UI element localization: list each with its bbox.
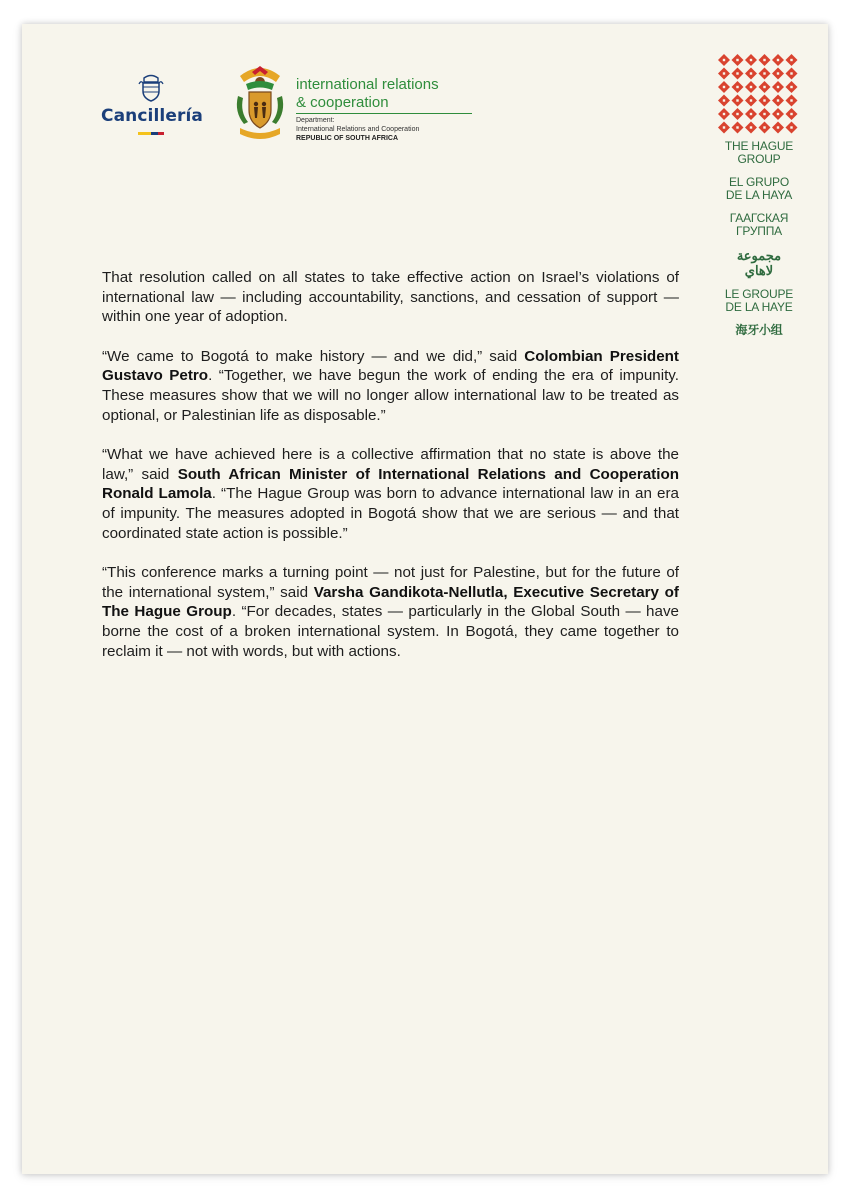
south-africa-coat-of-arms-icon xyxy=(232,66,288,144)
pattern-diamond-center xyxy=(750,59,752,61)
quote-text: “What we have achieved here is a collective affirmation that no state is above the law,” said xyxy=(102,446,679,483)
press-release-body xyxy=(102,268,679,681)
pattern-diamond-center xyxy=(790,113,792,115)
pattern-diamond-center xyxy=(723,126,725,128)
hague-name-english: THE HAGUE GROUP xyxy=(724,139,794,166)
paragraph-lamola-quote xyxy=(102,445,679,543)
colombia-flag-bar xyxy=(138,132,164,135)
dirco-logo xyxy=(232,66,472,156)
flag-stripe-blue xyxy=(151,132,158,135)
pattern-diamond-center xyxy=(777,86,779,88)
pattern-diamond-center xyxy=(763,72,765,74)
pattern-diamond-center xyxy=(736,126,738,128)
pattern-diamond-center xyxy=(790,59,792,61)
pattern-diamond-center xyxy=(723,113,725,115)
paragraph-gandikota-quote xyxy=(102,563,679,661)
dirco-title-line2: & cooperation xyxy=(296,94,389,111)
pattern-diamond-center xyxy=(736,99,738,101)
hague-group-names xyxy=(716,140,802,337)
pattern-diamond-center xyxy=(777,59,779,61)
pattern-diamond-center xyxy=(736,59,738,61)
pattern-diamond-center xyxy=(763,59,765,61)
pattern-diamond-center xyxy=(777,99,779,101)
pattern-diamond-center xyxy=(763,99,765,101)
dirco-subtitle-name: International Relations and Cooperation xyxy=(296,126,420,133)
quote-text: . “Together, we have begun the work of ending the era of impunity. These measures show that we will no longer allow international law to be treated as optional, or Palestinian life as disposable.” xyxy=(102,367,679,424)
colombia-coat-of-arms-icon xyxy=(138,74,164,102)
speaker-name: Colombian President Gustavo Petro xyxy=(102,347,679,385)
pattern-diamond-center xyxy=(723,59,725,61)
pattern-diamond-center xyxy=(790,99,792,101)
pattern-diamond-center xyxy=(723,99,725,101)
paragraph-resolution: That resolution called on all states to take effective action on Israel’s violations of international law — including accountability, sanctions, and cessation of support — within one year of adoption. xyxy=(102,269,679,326)
pattern-diamond-center xyxy=(736,86,738,88)
cancilleria-logo xyxy=(98,74,206,144)
dirco-subtitle-department: Department: xyxy=(296,117,335,124)
pattern-diamond-center xyxy=(763,113,765,115)
pattern-diamond-center xyxy=(763,86,765,88)
pattern-diamond-center xyxy=(763,126,765,128)
pattern-diamond-center xyxy=(790,72,792,74)
pattern-diamond-center xyxy=(750,72,752,74)
speaker-name: South African Minister of International Relations and Cooperation Ronald Lamola xyxy=(102,465,680,503)
quote-text: “We came to Bogotá to make history — and we did,” said xyxy=(102,347,525,365)
quote-text: . “The Hague Group was born to advance international law in an era of impunity. The measures adopted in Bogotá show that we are serious — and that coordinated state action is possible.” xyxy=(102,485,679,542)
document-page xyxy=(22,24,828,1174)
pattern-diamond-center xyxy=(750,86,752,88)
pattern-diamond-center xyxy=(723,86,725,88)
hague-group-branding xyxy=(716,54,802,347)
pattern-diamond-center xyxy=(790,86,792,88)
pattern-diamond-center xyxy=(777,126,779,128)
dirco-subtitle-country: REPUBLIC OF SOUTH AFRICA xyxy=(296,135,399,142)
dirco-title-line1: international relations xyxy=(296,76,439,93)
pattern-diamond-center xyxy=(777,113,779,115)
pattern-diamond-center xyxy=(750,99,752,101)
flag-stripe-red xyxy=(158,132,164,135)
hague-name-arabic: مجموعة لاهاي xyxy=(736,248,782,278)
pattern-diamond-center xyxy=(777,72,779,74)
hague-name-spanish: EL GRUPO DE LA HAYA xyxy=(725,175,793,202)
pattern-diamond-center xyxy=(723,72,725,74)
pattern-diamond-center xyxy=(750,113,752,115)
pattern-diamond-center xyxy=(736,72,738,74)
hague-name-french: LE GROUPE DE LA HAYE xyxy=(724,287,794,314)
quote-text: “This conference marks a turning point — not just for Palestine, but for the future of the international system,” said xyxy=(102,564,679,601)
dirco-divider xyxy=(296,113,472,114)
speaker-name: Varsha Gandikota-Nellutla, Executive Secretary of The Hague Group xyxy=(102,583,679,621)
pattern-diamond-center xyxy=(750,126,752,128)
quote-text: . “For decades, states — particularly in the Global South — have borne the cost of a broken international system. In Bogotá, they came together to reclaim it — not with words, but with actions. xyxy=(102,603,679,660)
hague-group-pattern-icon xyxy=(717,54,799,134)
pattern-diamond-center xyxy=(790,126,792,128)
hague-name-russian: ГААГСКАЯ ГРУППА xyxy=(729,211,789,238)
flag-stripe-yellow xyxy=(138,132,151,135)
paragraph-petro-quote xyxy=(102,347,679,425)
cancilleria-wordmark: Cancillería xyxy=(101,106,203,126)
hague-name-chinese: 海牙小组 xyxy=(735,323,783,337)
pattern-diamond-center xyxy=(736,113,738,115)
